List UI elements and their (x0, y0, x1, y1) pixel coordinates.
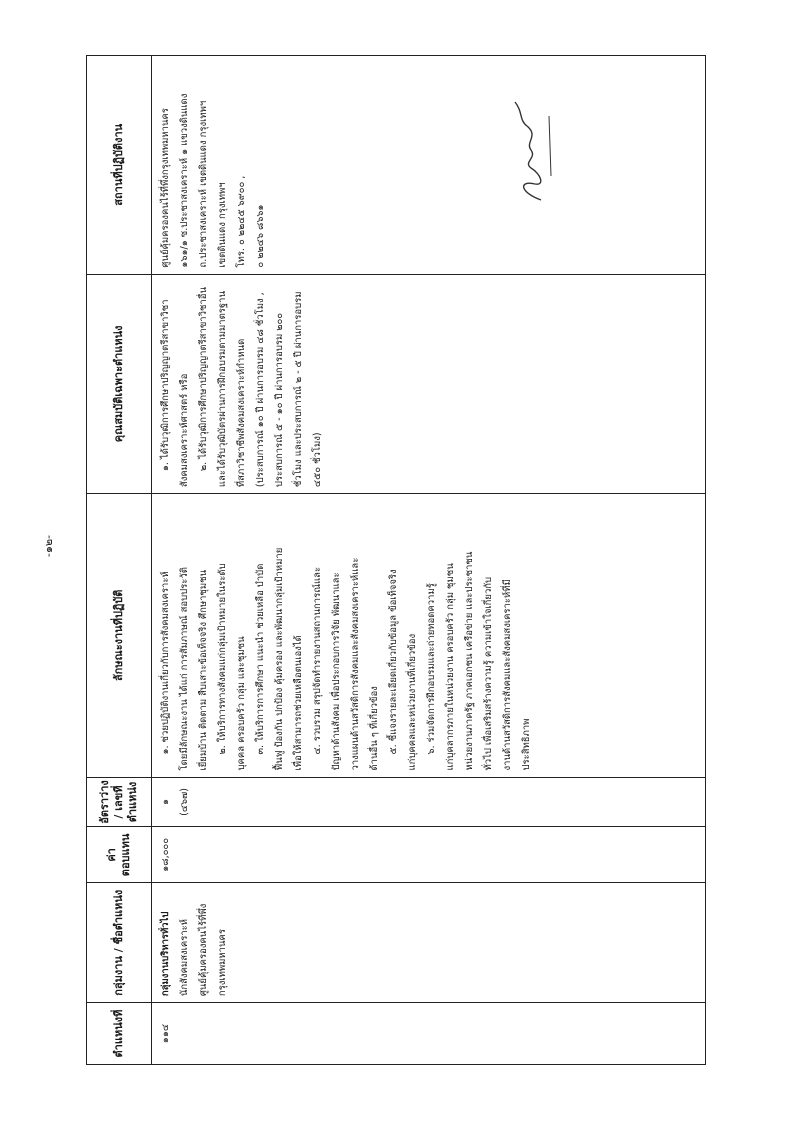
location-line: ศูนย์คุ้มครองคนไร้ที่พึ่งกรุงเทพมหานคร (160, 108, 171, 268)
location-line: ๑๖๑/๑ ซ.ประชาสงเคราะห์ ๑ แขวงดินแดง (179, 93, 190, 268)
duty-line: ๕. ชี้แจงรายละเอียดเกี่ยวกับข้อมูล ข้อเท็จจริง (388, 569, 399, 755)
duty-line: ๑. ช่วยปฏิบัติงานเกี่ยวกับการสังคมสงเคราะห์ (160, 571, 171, 755)
qualification-line: และได้รับวุฒิบัตรผ่านการฝึกอบรมตามมาตรฐาน (217, 291, 228, 488)
duty-line: บุคคล ครอบครัว กลุ่ม และชุมชน (236, 636, 247, 771)
duty-line: ๒. ให้บริการทางสังคมแก่กลุ่มเป้าหมายในระดับ (217, 563, 228, 755)
duty-line: ด้านอื่น ๆ ที่เกี่ยวข้อง (369, 686, 380, 771)
row-rate-number: (๔๖๗) (179, 788, 190, 816)
duty-line: วางแผนด้านสวัสดิการสังคมและสังคมสงเคราะห์และ (350, 557, 361, 771)
location-line: ถ.ประชาสงเคราะห์ เขตดินแดง กรุงเทพฯ (198, 100, 209, 268)
header-qualifications: คุณสมบัติเฉพาะตำแหน่ง (87, 274, 151, 494)
location-line: ๐ ๒๒๔๖ ๘๖๖๑ (255, 204, 266, 268)
rotated-table-wrapper (86, 55, 706, 1065)
row-position (151, 882, 705, 1002)
row-salary: ๑๘,๐๐๐ (151, 826, 705, 882)
row-rate-count: ๑ (160, 798, 171, 805)
row-order: ๑๑๔ (151, 1002, 705, 1064)
duty-line: ปัญหาด้านสังคม เพื่อประกอบการวิจัย พัฒนาและ (331, 572, 342, 771)
duty-line: แก่บุคลากรภายในหน่วยงาน ครอบครัว กลุ่ม ชุมชน (445, 563, 456, 771)
qualification-line: ๔๕๐ ชั่วโมง) (312, 432, 323, 488)
row-qualifications (151, 274, 705, 494)
row-title: นักสังคมสงเคราะห์ (179, 918, 190, 997)
row-location (151, 56, 705, 274)
page-number: -๑๒- (42, 534, 55, 558)
row-unit: ศูนย์คุ้มครองคนไร้ที่พึ่งกรุงเทพมหานคร (198, 903, 228, 997)
duty-line: ๔. รวบรวม สรุปจัดทำรายงานสถานการณ์และ (312, 566, 323, 755)
table-row (151, 56, 705, 1064)
row-duties (151, 493, 705, 776)
signature-mark (501, 96, 561, 206)
location-line: เขตดินแดง กรุงเทพฯ (217, 182, 228, 268)
duty-line: เยี่ยมบ้าน ติดตาม สืบเสาะข้อเท็จจริง ศึกษาชุมชน (198, 569, 209, 771)
qualification-line: ๑. ได้รับวุฒิการศึกษาปริญญาตรีสาขาวิชา (160, 299, 171, 472)
duty-line: โดยมีลักษณะงาน ได้แก่ การสัมภาษณ์ สอบประวัติ (179, 567, 190, 771)
duty-line: ฟื้นฟู ป้องกัน ปกป้อง คุ้มครอง และพัฒนากลุ่มเป้าหมาย (274, 547, 285, 771)
duty-line: ประสิทธิภาพ (521, 718, 532, 771)
qualification-line: สังคมสงเคราะห์ศาสตร์ หรือ (179, 373, 190, 488)
duty-line: ๓. ให้บริการการศึกษา แนะนำ ช่วยเหลือ บำบัด (255, 563, 266, 755)
header-rate: อัตราว่าง / เลขที่ตำแหน่ง (87, 777, 151, 827)
header-location: สถานที่ปฏิบัติงาน (111, 123, 125, 206)
table-header-row (87, 56, 152, 1064)
duty-line: ทั่วไป เพื่อเสริมสร้างความรู้ ความเข้าใจเกี่ยวกับ (483, 576, 494, 771)
qualification-line: ชั่วโมง และประสบการณ์ ๒ - ๕ ปี ผ่านการอบรม (293, 291, 304, 488)
qualification-line: ๒. ได้รับวุฒิการศึกษาปริญญาตรีสาขาวิชาอื่น (198, 287, 209, 472)
header-duties: ลักษณะงานที่ปฏิบัติ (87, 493, 151, 776)
duty-line: ๖. ร่วมจัดการฝึกอบรมและถ่ายทอดความรู้ (426, 583, 437, 755)
position-table (86, 55, 706, 1065)
duty-line: เพื่อให้สามารถช่วยเหลือตนเองได้ (293, 635, 304, 771)
qualification-line: ที่สภาวิชาชีพสังคมสงเคราะห์กำหนด (236, 338, 247, 488)
header-salary: ค่าตอบแทน (87, 826, 151, 882)
duty-line: แก่บุคคลและหน่วยงานที่เกี่ยวข้อง (407, 633, 418, 771)
row-rate (151, 777, 705, 827)
header-position: กลุ่มงาน / ชื่อตำแหน่ง (87, 882, 151, 1002)
duty-line: งานด้านสวัสดิการสังคมและสังคมสงเคราะห์ที่มี (502, 579, 513, 771)
duty-line: หน่วยงานภาครัฐ ภาคเอกชน เครือข่าย และประชาชน (464, 551, 475, 771)
row-group: กลุ่มงานบริหารทั่วไป (160, 911, 171, 997)
qualification-line: ประสบการณ์ ๕ - ๑๐ ปี ผ่านการอบรม ๒๐๐ (274, 312, 285, 488)
location-line: โทร. ๐ ๒๒๔๕ ๖๙๐๐ , (236, 175, 247, 268)
header-order: ตำแหน่งที่ (87, 1002, 151, 1064)
qualification-line: (ประสบการณ์ ๑๐ ปี ผ่านการอบรม ๔๘ ชั่วโมง , (255, 292, 266, 488)
